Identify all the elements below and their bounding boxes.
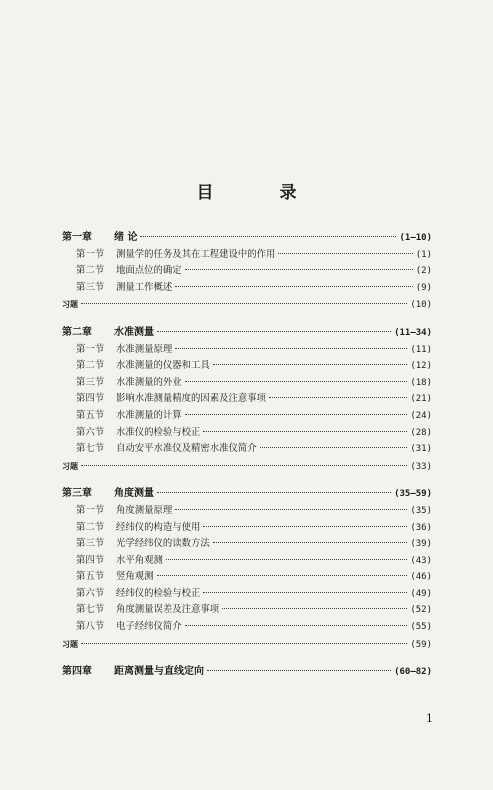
section-pages: (18) (410, 377, 432, 388)
section-title: 测量工作概述 (116, 281, 173, 293)
toc-section-row[interactable] (62, 280, 432, 297)
section-number: 第六节 (76, 587, 105, 599)
toc-section-row[interactable] (62, 425, 432, 442)
section-pages: (12) (410, 361, 432, 372)
section-label (62, 520, 200, 537)
dot-leader (185, 625, 408, 626)
section-number: 第三节 (76, 538, 105, 550)
chapter-gap (62, 652, 432, 664)
section-label (62, 408, 182, 425)
section-pages: (49) (410, 588, 432, 599)
page-title: 目 录 (196, 183, 327, 203)
exercise-pages: (33) (410, 461, 432, 472)
section-title: 地面点位的确定 (116, 265, 182, 277)
dot-leader (185, 381, 408, 382)
section-number: 第四节 (76, 393, 105, 405)
section-pages: (9) (415, 282, 432, 293)
toc-section-row[interactable] (62, 553, 432, 570)
section-title: 水准测量原理 (116, 343, 173, 355)
section-pages: (52) (410, 605, 432, 616)
section-title: 角度测量原理 (116, 504, 173, 516)
section-number: 第三节 (76, 281, 105, 293)
section-pages: (36) (410, 522, 432, 533)
dot-leader (81, 465, 407, 466)
section-title: 自动安平水准仪及精密水准仪简介 (116, 443, 257, 455)
section-number: 第八节 (76, 621, 105, 633)
chapter-pages: (1—10) (399, 233, 432, 243)
chapter-label (62, 486, 154, 503)
section-pages: (39) (410, 539, 432, 550)
section-pages: (24) (410, 410, 432, 421)
chapter-title: 水准测量 (114, 326, 154, 338)
dot-leader (185, 269, 413, 270)
toc-chapter-row[interactable] (62, 325, 432, 342)
section-pages: (43) (410, 555, 432, 566)
dot-leader (203, 526, 407, 527)
section-label (62, 425, 200, 442)
section-label (62, 391, 266, 408)
section-label (62, 375, 182, 392)
section-title: 经纬仪的检验与校正 (116, 587, 201, 599)
exercise-label: 习题 (62, 299, 78, 310)
section-number: 第五节 (76, 409, 105, 421)
section-title: 水准测量的外业 (116, 376, 182, 388)
section-title: 水准测量的计算 (116, 409, 182, 421)
section-label (62, 619, 182, 636)
chapter-gap (62, 474, 432, 486)
exercise-label: 习题 (62, 638, 78, 649)
chapter-title: 角度测量 (114, 488, 154, 500)
dot-leader (222, 608, 407, 609)
section-label (62, 536, 210, 553)
page-number: 1 (426, 712, 433, 725)
toc-section-row[interactable] (62, 375, 432, 392)
chapter-label (62, 325, 154, 342)
exercise-pages: (10) (410, 300, 432, 311)
dot-leader (213, 364, 408, 365)
section-number: 第二节 (76, 265, 105, 277)
toc-section-row[interactable] (62, 520, 432, 537)
toc-section-row[interactable] (62, 503, 432, 520)
section-number: 第七节 (76, 604, 105, 616)
toc-exercise-row[interactable] (62, 636, 432, 653)
dot-leader (269, 397, 407, 398)
section-pages: (11) (410, 344, 432, 355)
table-of-contents (62, 230, 432, 681)
section-title: 测量学的任务及其在工程建设中的作用 (116, 248, 276, 260)
toc-section-row[interactable] (62, 342, 432, 359)
section-number: 第二节 (76, 360, 105, 372)
chapter-number: 第一章 (62, 232, 92, 243)
dot-leader (157, 575, 408, 576)
chapter-pages: (11—34) (394, 327, 432, 338)
dot-leader (207, 670, 391, 671)
toc-section-row[interactable] (62, 586, 432, 603)
dot-leader (81, 643, 407, 644)
section-number: 第一节 (76, 343, 105, 355)
section-pages: (46) (410, 572, 432, 583)
toc-section-row[interactable] (62, 619, 432, 636)
toc-section-row[interactable] (62, 536, 432, 553)
chapter-title: 距离测量与直线定向 (114, 666, 204, 678)
section-label (62, 263, 182, 280)
toc-section-row[interactable] (62, 441, 432, 458)
section-title: 竖角观测 (116, 571, 154, 583)
chapter-number: 第二章 (62, 326, 92, 338)
section-title: 水平角观测 (116, 554, 163, 566)
dot-leader (81, 303, 407, 304)
section-title: 水准测量的仪器和工具 (116, 360, 210, 372)
dot-leader (166, 559, 407, 560)
toc-exercise-row[interactable] (62, 458, 432, 475)
section-title: 影响水准测量精度的因素及注意事项 (116, 393, 267, 405)
section-pages: (1) (415, 249, 432, 260)
section-title: 电子经纬仪简介 (116, 621, 182, 633)
dot-leader (140, 236, 396, 237)
section-title: 光学经纬仪的读数方法 (116, 538, 210, 550)
dot-leader (175, 509, 407, 510)
exercise-label: 习题 (62, 460, 78, 471)
section-number: 第四节 (76, 554, 105, 566)
section-number: 第七节 (76, 443, 105, 455)
dot-leader (157, 492, 391, 493)
chapter-number: 第三章 (62, 488, 92, 500)
dot-leader (157, 331, 391, 332)
section-number: 第一节 (76, 248, 105, 260)
section-label (62, 553, 163, 570)
toc-chapter-row[interactable] (62, 486, 432, 503)
dot-leader (175, 286, 412, 287)
section-label (62, 602, 219, 619)
dot-leader (260, 447, 408, 448)
toc-section-row[interactable] (62, 263, 432, 280)
toc-section-row[interactable] (62, 602, 432, 619)
chapter-pages: (60—82) (394, 667, 432, 678)
section-pages: (31) (410, 444, 432, 455)
dot-leader (175, 348, 407, 349)
section-label (62, 280, 172, 297)
toc-exercise-row[interactable] (62, 296, 432, 313)
section-number: 第五节 (76, 571, 105, 583)
section-title: 水准仪的检验与校正 (116, 426, 201, 438)
chapter-pages: (35—59) (394, 489, 432, 500)
section-number: 第三节 (76, 376, 105, 388)
section-pages: (55) (410, 622, 432, 633)
toc-section-row[interactable] (62, 569, 432, 586)
section-pages: (35) (410, 505, 432, 516)
section-number: 第六节 (76, 426, 105, 438)
toc-section-row[interactable] (62, 391, 432, 408)
section-number: 第二节 (76, 521, 105, 533)
section-pages: (2) (415, 266, 432, 277)
dot-leader (203, 431, 407, 432)
section-pages: (21) (410, 394, 432, 405)
dot-leader (213, 542, 408, 543)
section-label (62, 358, 210, 375)
section-label (62, 247, 275, 264)
dot-leader (203, 592, 407, 593)
chapter-number: 第四章 (62, 666, 92, 678)
section-label (62, 342, 172, 359)
toc-section-row[interactable] (62, 247, 432, 264)
chapter-label (62, 664, 204, 681)
dot-leader (185, 414, 408, 415)
dot-leader (278, 253, 412, 254)
toc-chapter-row[interactable] (62, 230, 432, 247)
section-label (62, 503, 172, 520)
section-label (62, 569, 154, 586)
toc-chapter-row[interactable] (62, 664, 432, 681)
exercise-pages: (59) (410, 639, 432, 650)
section-label (62, 441, 257, 458)
section-title: 经纬仪的构造与使用 (116, 521, 201, 533)
chapter-gap (62, 313, 432, 325)
chapter-label (62, 230, 137, 247)
section-title: 角度测量误差及注意事项 (116, 604, 220, 616)
section-number: 第一节 (76, 504, 105, 516)
section-pages: (28) (410, 427, 432, 438)
toc-section-row[interactable] (62, 358, 432, 375)
chapter-title: 绪 论 (114, 232, 138, 243)
section-label (62, 586, 200, 603)
toc-section-row[interactable] (62, 408, 432, 425)
